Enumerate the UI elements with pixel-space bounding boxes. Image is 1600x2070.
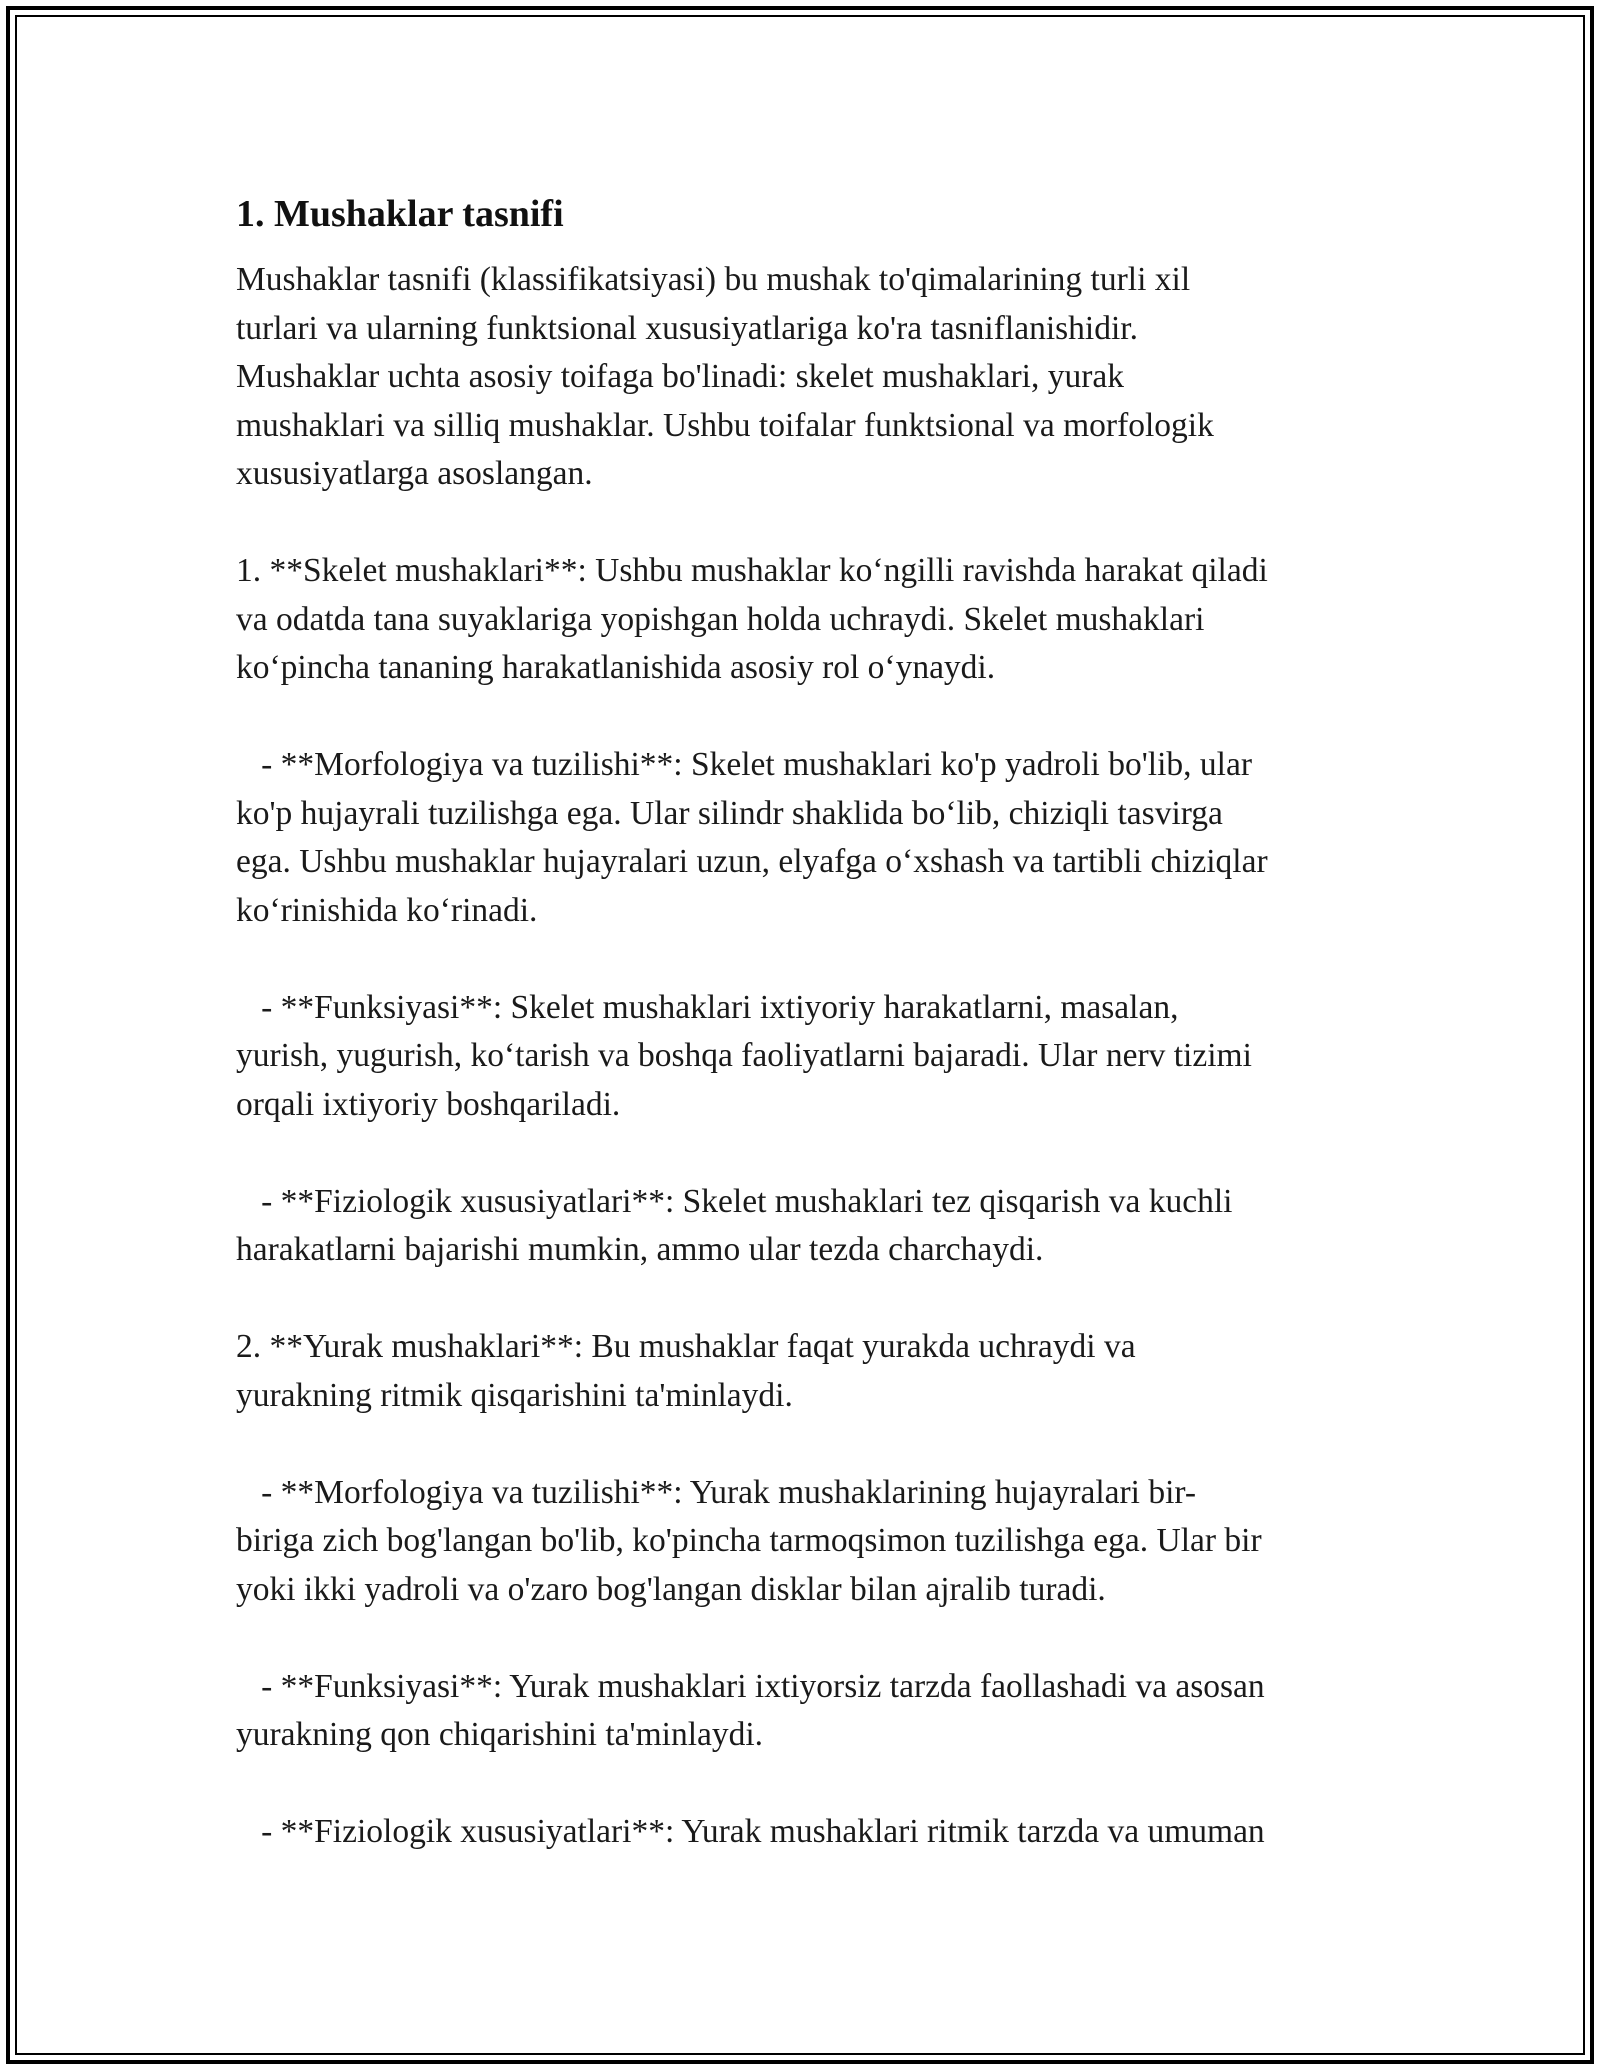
text-line: - **Funksiyasi**: Skelet mushaklari ixtiyoriy harakatlarni, masalan, [236, 988, 1179, 1026]
paragraph-skeletal-function [236, 984, 1376, 1130]
paragraph-skeletal-physiology [236, 1178, 1376, 1275]
text-line: Mushaklar uchta asosiy toifaga bo'linadi: skelet mushaklari, yurak [236, 358, 1124, 395]
text-line: Mushaklar tasnifi (klassifikatsiyasi) bu mushak to'qimalarining turli xil [236, 261, 1191, 298]
text-line: ko‘rinishida ko‘rinadi. [236, 891, 538, 929]
text-line: - **Morfologiya va tuzilishi**: Yurak mushaklarining hujayralari bir- [236, 1473, 1197, 1511]
text-line: orqali ixtiyoriy boshqariladi. [236, 1085, 621, 1123]
text-line: - **Fiziologik xususiyatlari**: Skelet mushaklari tez qisqarish va kuchli [236, 1182, 1233, 1220]
text-line: ko‘pincha tananing harakatlanishida asosiy rol o‘ynaydi. [236, 649, 996, 686]
text-line: xususiyatlarga asoslangan. [236, 455, 593, 492]
text-line: biriga zich bog'langan bo'lib, ko'pincha tarmoqsimon tuzilishga ega. Ular bir [236, 1522, 1262, 1559]
text-line: yurakning ritmik qisqarishini ta'minlaydi. [236, 1376, 793, 1414]
text-line: va odatda tana suyaklariga yopishgan holda uchraydi. Skelet mushaklari [236, 600, 1205, 638]
text-line: yurakning qon chiqarishini ta'minlaydi. [236, 1716, 764, 1753]
paragraph-cardiac-morphology [236, 1469, 1376, 1615]
document-body [236, 186, 1376, 1905]
text-line: ega. Ushbu mushaklar hujayralari uzun, elyafga o‘xshash va tartibli chiziqlar [236, 843, 1268, 880]
paragraph-skeletal-muscles [236, 547, 1376, 693]
text-line: mushaklari va silliq mushaklar. Ushbu toifalar funktsional va morfologik [236, 406, 1214, 444]
text-line: 2. **Yurak mushaklari**: Bu mushaklar faqat yurakda uchraydi va [236, 1328, 1136, 1365]
text-line: yurish, yugurish, ko‘tarish va boshqa faoliyatlarni bajaradi. Ular nerv tizimi [236, 1037, 1252, 1074]
text-line: 1. **Skelet mushaklari**: Ushbu mushaklar ko‘ngilli ravishda harakat qiladi [236, 552, 1268, 589]
text-line: yoki ikki yadroli va o'zaro bog'langan disklar bilan ajralib turadi. [236, 1570, 1106, 1608]
text-line: harakatlarni bajarishi mumkin, ammo ular tezda charchaydi. [236, 1231, 1044, 1268]
text-line: - **Funksiyasi**: Yurak mushaklari ixtiyorsiz tarzda faollashadi va asosan [236, 1667, 1265, 1705]
paragraph-intro [236, 256, 1376, 499]
text-line: turlari va ularning funktsional xususiyatlariga ko'ra tasniflanishidir. [236, 309, 1138, 347]
paragraph-cardiac-physiology [236, 1808, 1376, 1857]
text-line: - **Fiziologik xususiyatlari**: Yurak mushaklari ritmik tarzda va umuman [236, 1813, 1265, 1850]
paragraph-cardiac-muscles [236, 1323, 1376, 1420]
paragraph-cardiac-function [236, 1663, 1376, 1760]
section-heading: 1. Mushaklar tasnifi [236, 193, 564, 235]
paragraph-skeletal-morphology [236, 741, 1376, 935]
text-line: ko'p hujayrali tuzilishga ega. Ular silindr shaklida bo‘lib, chiziqli tasvirga [236, 794, 1223, 832]
text-line: - **Morfologiya va tuzilishi**: Skelet mushaklari ko'p yadroli bo'lib, ular [236, 746, 1252, 783]
